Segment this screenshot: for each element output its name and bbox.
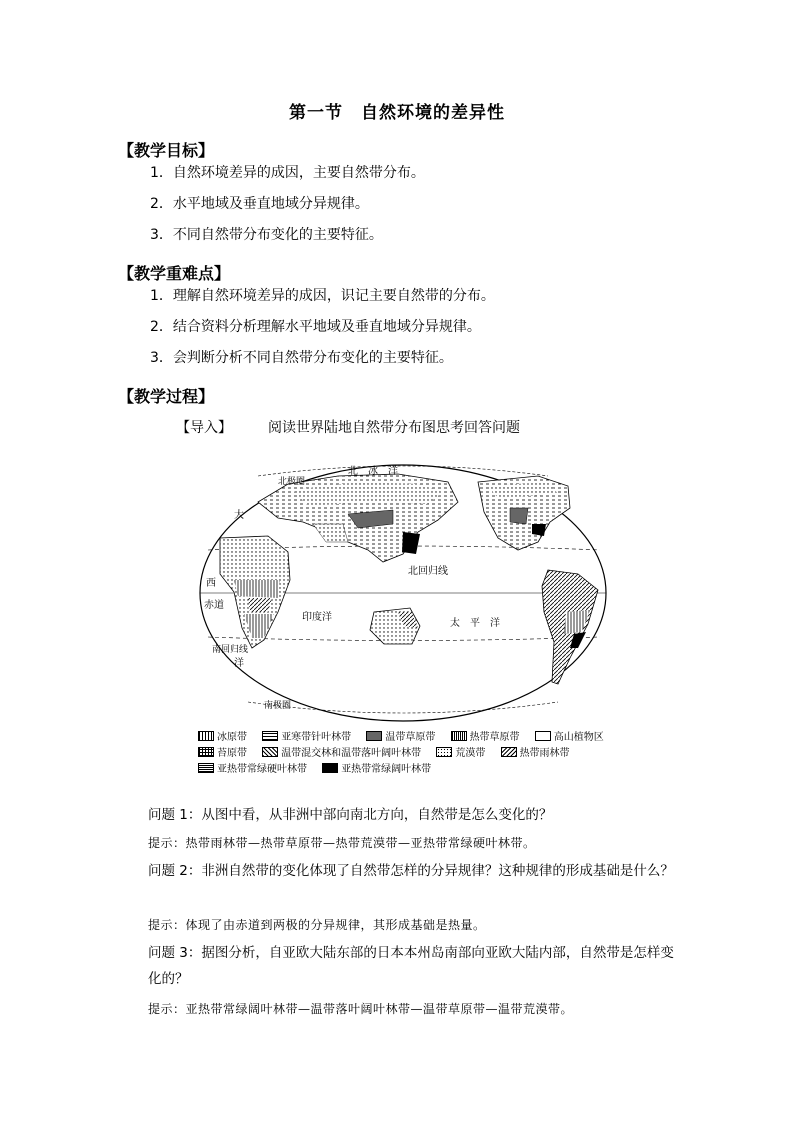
north-america-evergreen [532, 524, 546, 536]
legend-swatch [262, 731, 278, 741]
label-tropic-capricorn: 南回归线 [212, 645, 249, 655]
legend-swatch [198, 731, 214, 741]
question-2: 问题 2：非洲自然带的变化体现了自然带怎样的分异规律？这种规律的形成基础是什么？ [148, 863, 674, 879]
label-yang: 洋 [234, 658, 244, 669]
goal-item: 1．自然环境差异的成因，主要自然带分布。 [150, 165, 425, 181]
hint-3: 提示：亚热带常绿阔叶林带—温带落叶阔叶林带—温带草原带—温带荒漠带。 [148, 1002, 574, 1016]
legend-label: 温带草原带 [385, 732, 436, 743]
legend-item [262, 728, 351, 743]
goal-item: 3．不同自然带分布变化的主要特征。 [150, 227, 383, 243]
goal-item: 2．水平地域及垂直地域分异规律。 [150, 196, 369, 212]
legend-swatch [198, 763, 214, 773]
label-da: 大 [234, 510, 244, 521]
legend-item [535, 728, 604, 743]
legend-item [451, 728, 520, 743]
legend-swatch [501, 747, 517, 757]
question-3: 问题 3：据图分析，自亚欧大陆东部的日本本州岛南部向亚欧大陆内部，自然带是怎样变化的？ [148, 945, 674, 987]
legend-swatch [198, 747, 214, 757]
legend-swatch [451, 731, 467, 741]
page-title: 第一节 自然环境的差异性 [289, 103, 505, 123]
north-america-prairie [510, 508, 528, 524]
legend-item [436, 744, 485, 759]
key-point-item: 2．结合资料分析理解水平地域及垂直地域分异规律。 [150, 319, 481, 335]
legend-label: 高山植物区 [553, 732, 604, 743]
africa-rainforest [248, 598, 272, 612]
legend-item [262, 744, 421, 759]
legend-label: 冰原带 [217, 732, 247, 743]
label-arctic-ocean: 北 冰 洋 [348, 466, 398, 477]
legend-label: 亚热带常绿阔叶林带 [341, 764, 432, 775]
africa-savanna-north [234, 580, 280, 598]
legend-label: 亚寒带针叶林带 [281, 732, 352, 743]
key-point-item: 3．会判断分析不同自然带分布变化的主要特征。 [150, 350, 453, 366]
legend-swatch [535, 731, 551, 741]
section-heading-key-points: 【教学重难点】 [118, 264, 231, 283]
legend-item [198, 744, 247, 759]
legend-item [322, 760, 431, 775]
legend-item [198, 728, 247, 743]
legend-swatch [366, 731, 382, 741]
label-equator: 赤道 [204, 600, 224, 611]
label-indian-ocean: 印度洋 [302, 612, 332, 623]
label-tropic-cancer: 北回归线 [408, 566, 448, 577]
legend-label: 热带雨林带 [519, 748, 570, 759]
map-legend-row-1 [198, 728, 616, 744]
label-xi: 西 [206, 578, 216, 589]
label-pacific-ocean: 太 平 洋 [450, 618, 500, 629]
label-arctic-circle: 北极圈 [278, 477, 306, 487]
label-antarctic-circle: 南极圈 [264, 701, 292, 711]
question-1: 问题 1：从图中看，从非洲中部向南北方向，自然带是怎么变化的？ [148, 807, 553, 823]
legend-swatch [322, 763, 338, 773]
intro-text: 阅读世界陆地自然带分布图思考回答问题 [268, 420, 520, 436]
legend-swatch [262, 747, 278, 757]
intro-label: 【导入】 [176, 420, 232, 436]
key-point-item: 1．理解自然环境差异的成因，识记主要自然带的分布。 [150, 288, 495, 304]
legend-label: 亚热带常绿硬叶林带 [217, 764, 307, 775]
legend-label: 荒漠带 [455, 748, 486, 759]
legend-label: 温带混交林和温带落叶阔叶林带 [281, 748, 422, 759]
legend-item [198, 760, 307, 775]
section-heading-goals: 【教学目标】 [118, 141, 215, 160]
hint-2: 提示：体现了由赤道到两极的分异规律，其形成基础是热量。 [148, 918, 486, 932]
intro-line [176, 417, 520, 437]
legend-item [501, 744, 570, 759]
map-legend-row-2 [198, 744, 582, 760]
map-legend-row-3 [198, 760, 443, 776]
legend-label: 苔原带 [217, 748, 247, 759]
legend-swatch [436, 747, 452, 757]
section-heading-process: 【教学过程】 [118, 387, 215, 406]
hint-1: 提示：热带雨林带—热带草原带—热带荒漠带—亚热带常绿硬叶林带。 [148, 836, 536, 850]
world-natural-zone-map [198, 462, 608, 724]
legend-item [366, 728, 435, 743]
legend-label: 热带草原带 [469, 732, 520, 743]
